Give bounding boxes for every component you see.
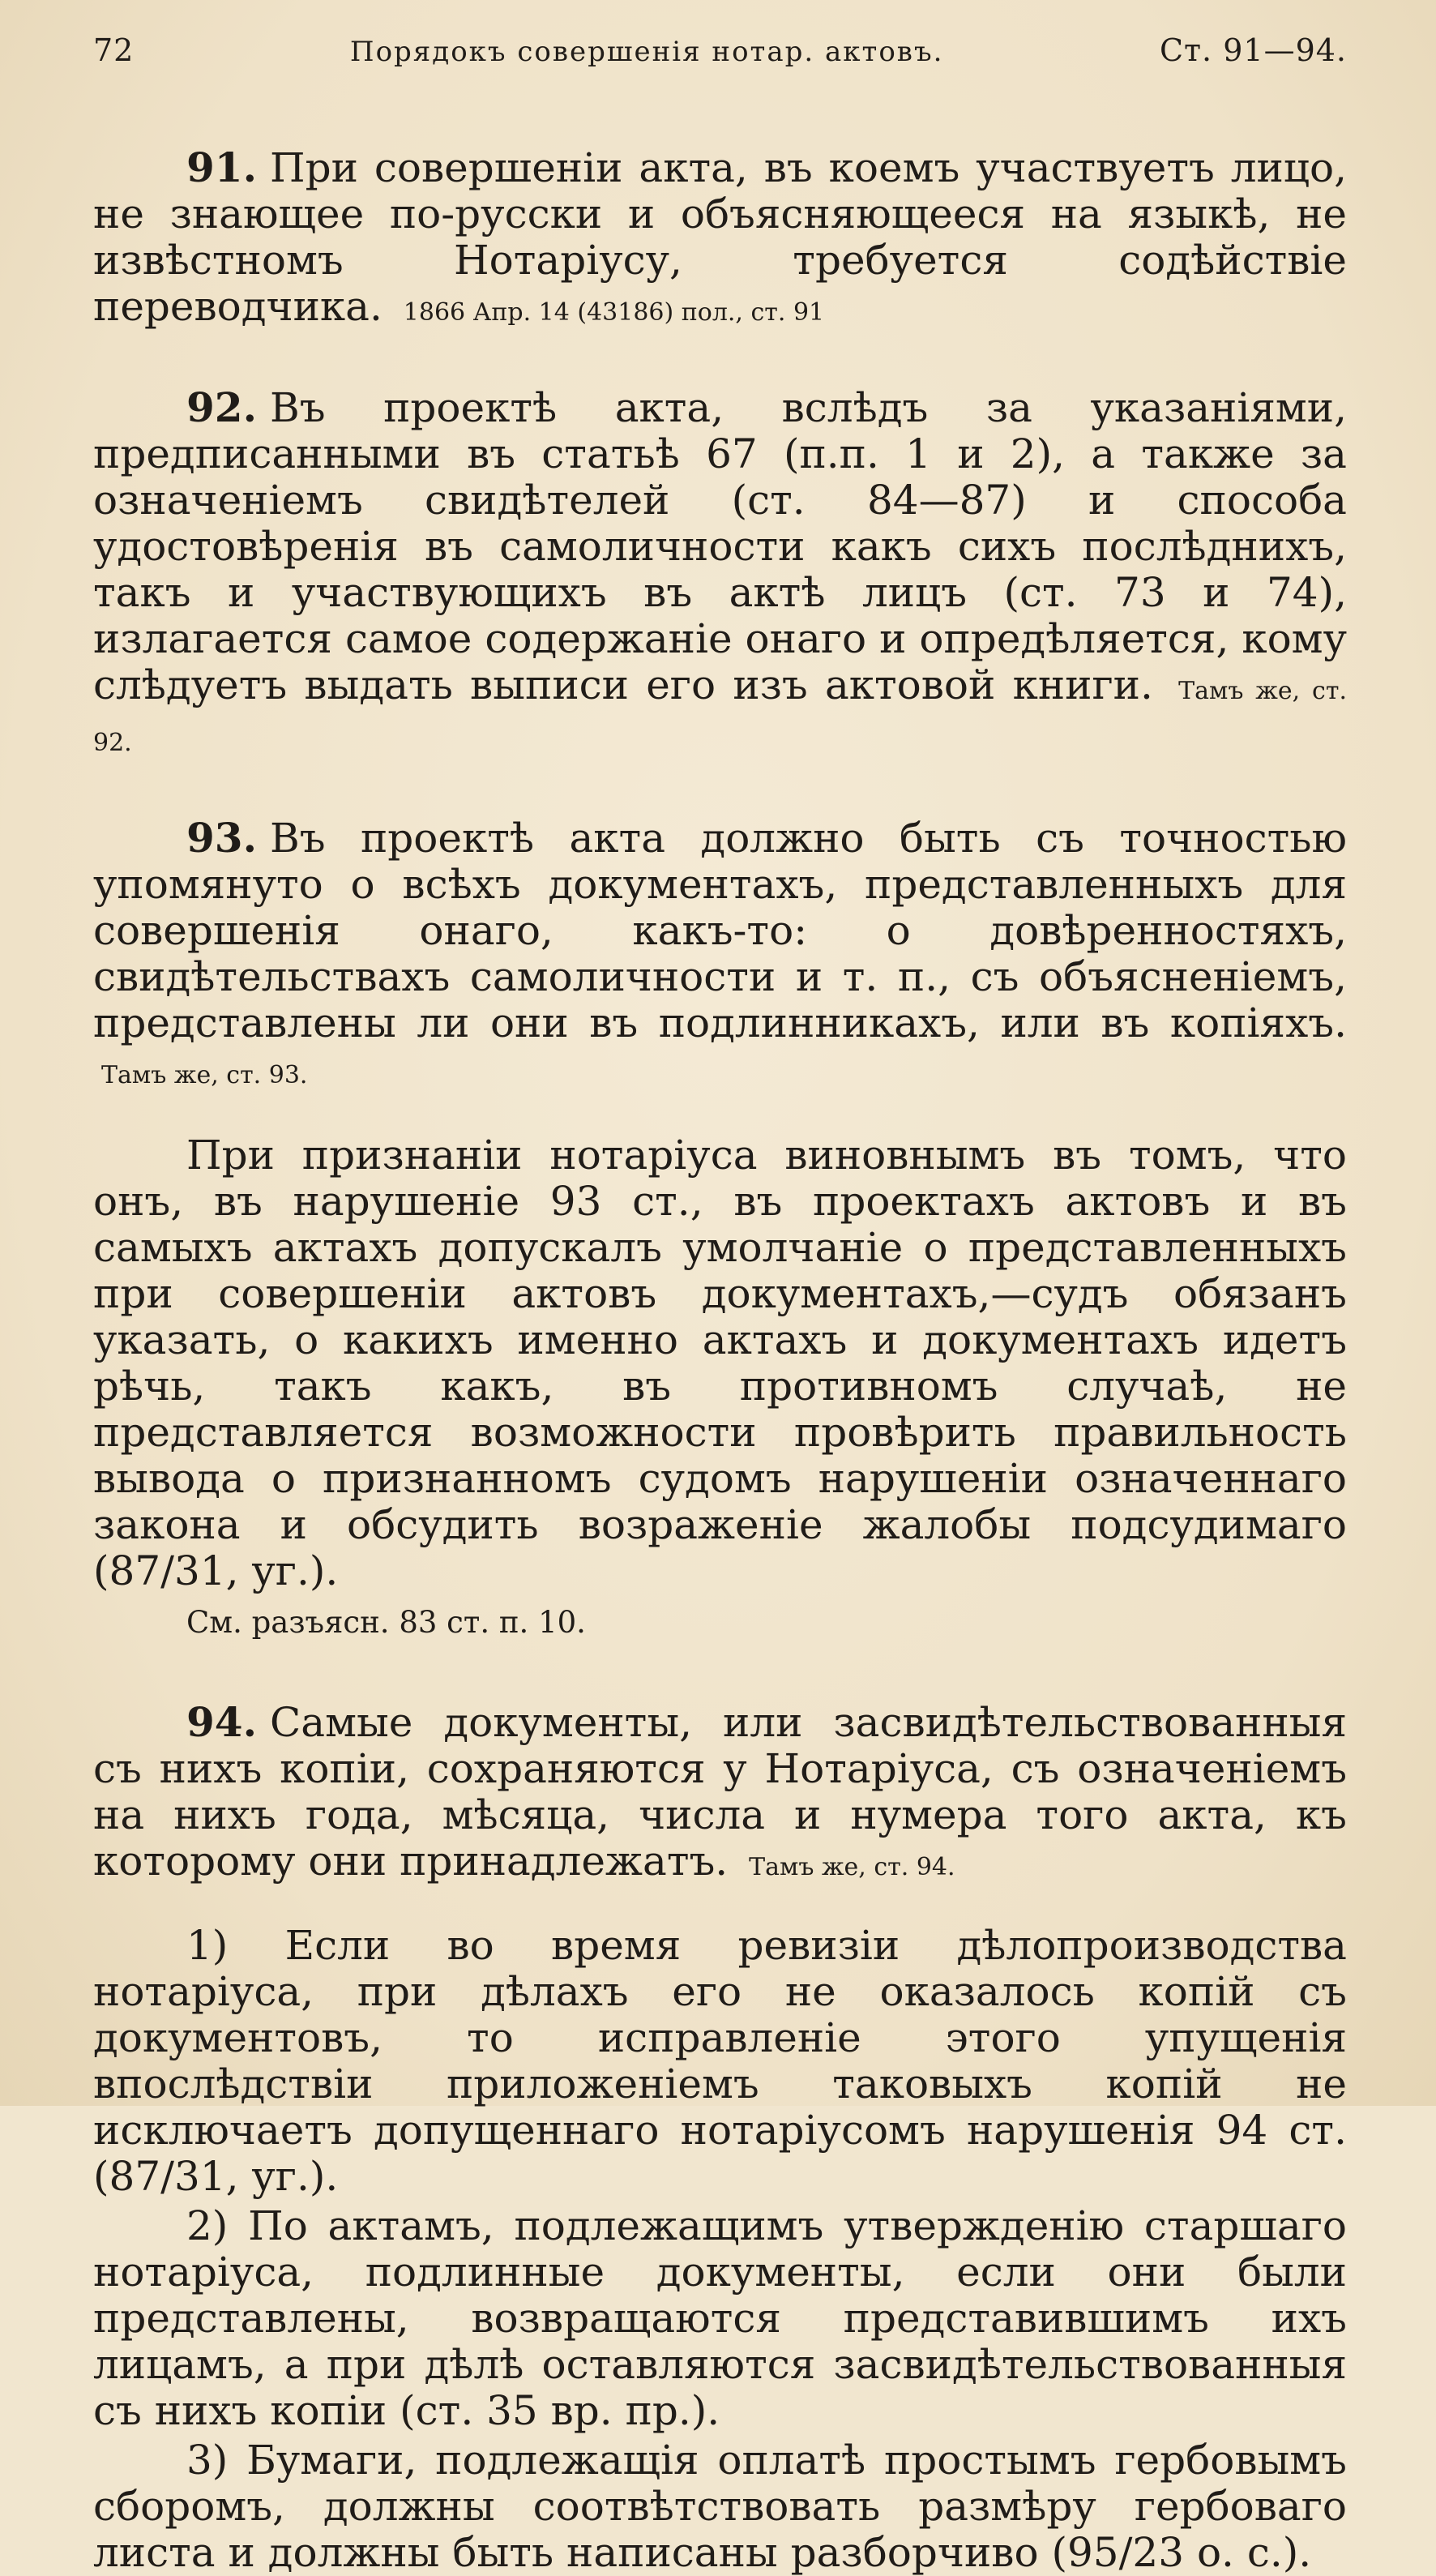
article-94-text: Самые документы, или засвидѣтельствованныя съ нихъ копіи, сохраняются у Нотаріуса, съ означеніемъ на нихъ года, мѣсяца, числа и нумера того акта, къ которому они принадлежатъ. [93,1699,1347,1885]
article-94-body [93,1699,1347,1890]
article-92-source: Тамъ же, ст. 92. [93,677,1347,757]
article-91-number: 91. [186,143,257,191]
article-91-text: При совершеніи акта, въ коемъ участвуетъ лицо, не знающее по-русски и объясняющееся на языкѣ, не извѣстномъ Нотаріусу, требуется содѣйствіе переводчика. [93,144,1347,330]
article-94-note-3: 3) Бумаги, подлежащія оплатѣ простымъ гербовымъ сборомъ, должны соотвѣтствовать размѣру гербоваго листа и должны быть написаны разборчиво (95/23 о. с.). [93,2437,1347,2576]
article-range: Ст. 91—94. [1159,32,1347,68]
article-92-number: 92. [186,383,257,431]
article-93-text: Въ проектѣ акта должно быть съ точностью упомянуто о всѣхъ документахъ, представленныхъ для совершенія онаго, какъ-то: о довѣренностяхъ, свидѣтельствахъ самоличности и т. п., съ объясненіемъ, представлены ли они въ подлинникахъ, или въ копіяхъ. [93,815,1347,1046]
running-head [93,32,1347,81]
article-93-notes [93,1132,1347,1642]
article-94 [93,1699,1347,2576]
article-93-cross-reference: См. разъясн. 83 ст. п. 10. [186,1605,586,1640]
article-93-note: При признаніи нотаріуса виновнымъ въ томъ, что онъ, въ нарушеніе 93 ст., въ проектахъ актовъ и въ самыхъ актахъ допускалъ умолчаніе о представленныхъ при совершеніи актовъ документахъ,—судъ обязанъ указать, о какихъ именно актахъ и документахъ идетъ рѣчь, такъ какъ, въ противномъ случаѣ, не представляется возможности провѣрить правильность вывода о признанномъ судомъ нарушеніи означеннаго закона и обсудить возраженіе жалобы подсудимаго (87/31, уг.). [93,1132,1347,1594]
article-92 [93,384,1347,766]
article-92-text: Въ проектѣ акта, вслѣдъ за указаніями, предписанными въ статьѣ 67 (п.п. 1 и 2), а также за означеніемъ свидѣтелей (ст. 84—87) и способа удостовѣренія въ самоличности какъ сихъ послѣднихъ, такъ и участвующихъ въ актѣ лицъ (ст. 73 и 74), излагается самое содержаніе онаго и опредѣляется, кому слѣдуетъ выдать выписи его изъ актовой книги. [93,384,1347,708]
running-title: Порядокъ совершенія нотар. актовъ. [349,36,944,68]
article-93-body [93,815,1347,1098]
article-91-source: 1866 Апр. 14 (43186) пол., ст. 91 [403,298,825,327]
article-94-notes [93,1923,1347,2576]
page-number: 72 [93,32,135,68]
article-94-source: Тамъ же, ст. 94. [749,1853,955,1881]
article-93-source: Тамъ же, ст. 93. [101,1061,308,1089]
article-94-number: 94. [186,1698,257,1746]
article-91-body [93,144,1347,336]
article-93-number: 93. [186,814,257,862]
article-91 [93,144,1347,336]
article-94-note-1: 1) Если во время ревизіи дѣлопроизводства нотаріуса, при дѣлахъ его не оказалось копій съ документовъ, то исправленіе этого упущенія впослѣдствіи приложеніемъ таковыхъ копій не исключаетъ допущеннаго нотаріусомъ нарушенія 94 ст. (87/31, уг.). [93,1922,1347,2200]
article-94-note-2: 2) По актамъ, подлежащимъ утвержденію старшаго нотаріуса, подлинные документы, если они были представлены, возвращаются представившимъ ихъ лицамъ, а при дѣлѣ оставляются засвидѣтельствованныя съ нихъ копіи (ст. 35 вр. пр.). [93,2202,1347,2434]
article-92-body [93,384,1347,766]
article-93 [93,815,1347,1642]
